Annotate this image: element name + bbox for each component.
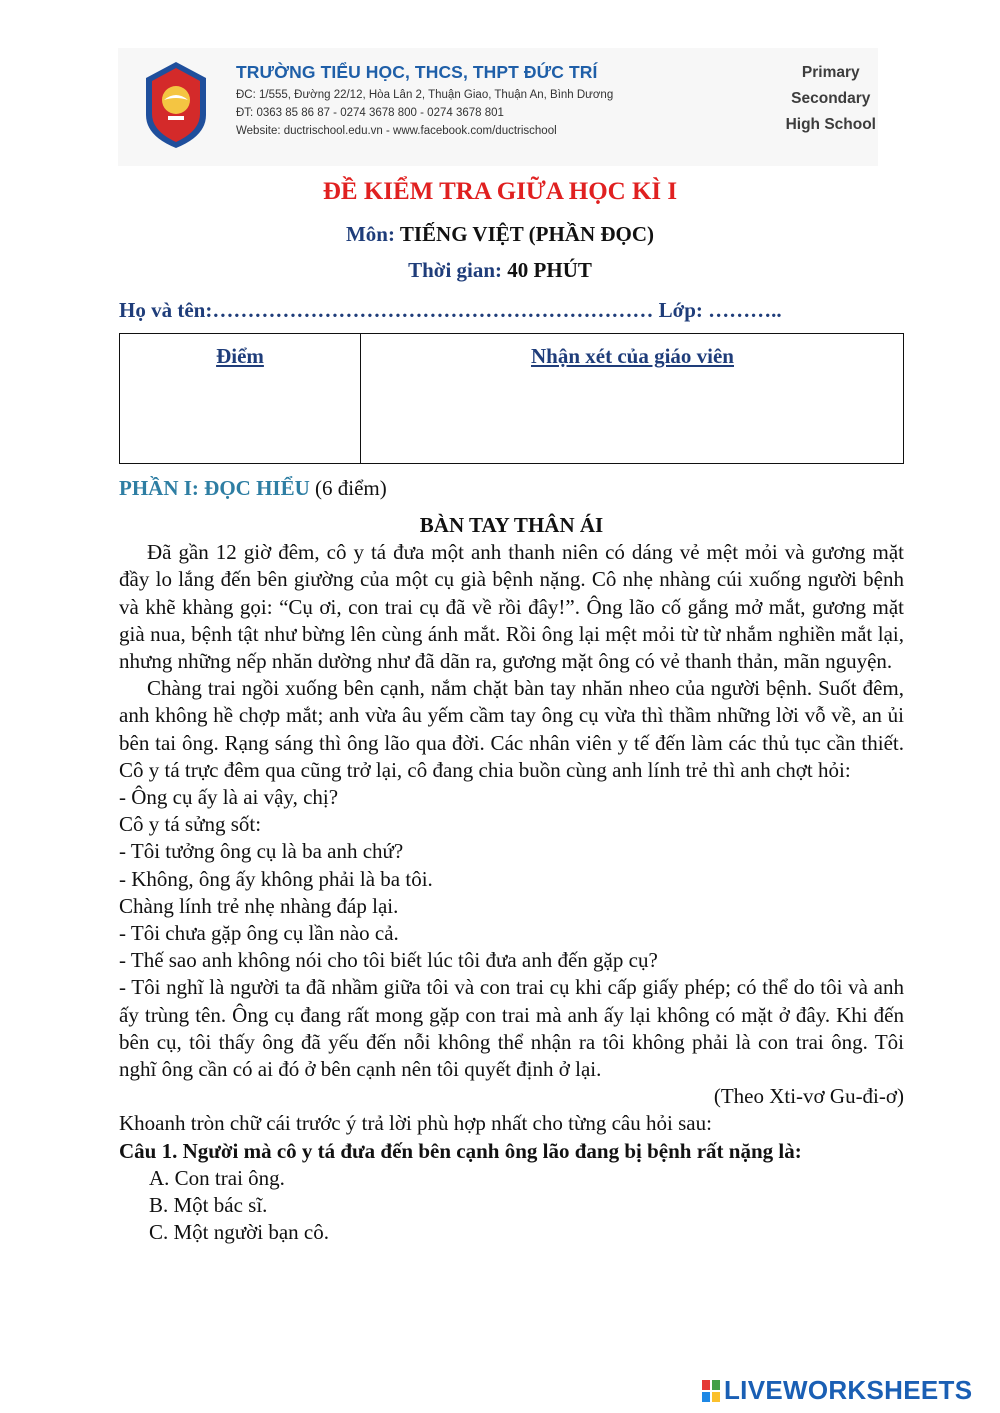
time-line [0, 258, 1000, 283]
teacher-comment-header: Nhận xét của giáo viên [530, 344, 734, 368]
school-address: ĐC: 1/555, Đường 22/12, Hòa Lân 2, Thuận Giao, Thuận An, Bình Dương [236, 89, 614, 101]
dialogue-line: - Tôi tưởng ông cụ là ba anh chứ? [119, 839, 404, 864]
liveworksheets-logo [702, 1375, 972, 1406]
dialogue-line: - Không, ông ấy không phải là ba tôi. [119, 866, 433, 891]
dialogue-line: - Tôi chưa gặp ông cụ lần nào cả. [119, 921, 399, 946]
dialogue-line: - Thế sao anh không nói cho tôi biết lúc tôi đưa anh đến gặp cụ? [119, 948, 658, 973]
exam-title: ĐỀ KIỂM TRA GIỮA HỌC KÌ I [322, 178, 678, 205]
score-header: Điểm [216, 344, 264, 368]
school-website: Website: ductrischool.edu.vn - www.facebook.com/ductrischool [236, 125, 557, 137]
dialogue-line: Chàng lính trẻ nhẹ nhàng đáp lại. [119, 893, 399, 918]
subject-line [0, 222, 1000, 247]
school-name: TRƯỜNG TIỂU HỌC, THCS, THPT ĐỨC TRÍ [236, 62, 598, 82]
time-label: Thời gian: [408, 258, 503, 282]
section-points: (6 điểm) [315, 476, 387, 500]
subject-value: TIẾNG VIỆT (PHẦN ĐỌC) [399, 222, 655, 246]
section-heading [119, 476, 387, 501]
story-paragraph-3: - Tôi nghĩ là người ta đã nhầm giữa tôi và con trai cụ khi cấp giấy phép; có thể do tôi và anh ấy trùng tên. Ông cụ đang rất mong gặp con trai mà anh ấy lại không có mặt ở đây. Khi đến bên cụ, tôi thấy ông đã yếu đến nỗi không thể nhận ra tôi không phải là con trai ông. Tôi nghĩ ông cần có ai đó ở bên cạnh nên tôi quyết định ở lại. [119, 975, 904, 1082]
school-logo [142, 60, 210, 150]
subject-label: Môn: [345, 222, 395, 246]
time-value: 40 PHÚT [507, 258, 592, 282]
section-title: PHẦN I: ĐỌC HIỂU [119, 476, 310, 500]
reading-passage [119, 512, 904, 1246]
level-primary: Primary [801, 64, 860, 81]
liveworksheets-badge-icon [702, 1378, 720, 1400]
instructions: Khoanh tròn chữ cái trước ý trả lời phù hợp nhất cho từng câu hỏi sau: [119, 1111, 712, 1136]
score-table [119, 333, 904, 464]
liveworksheets-brand: LIVEWORKSHEETS [724, 1375, 973, 1405]
school-phone: ĐT: 0363 85 86 87 - 0274 3678 800 - 0274 3678 801 [236, 107, 504, 119]
question-1-title: Câu 1. Người mà cô y tá đưa đến bên cạnh ông lão đang bị bệnh rất nặng là: [119, 1138, 802, 1163]
dialogue-line: - Ông cụ ấy là ai vậy, chị? [119, 785, 339, 810]
dialogue-line: Cô y tá sửng sốt: [119, 812, 262, 837]
story-paragraph-2: Chàng trai ngồi xuống bên cạnh, nắm chặt bàn tay nhăn nheo của người bệnh. Suốt đêm, anh không hề chợp mắt; anh vừa âu yếm cầm tay ông cụ vừa thì thầm những lời vỗ về, an ủi bên tai ông. Rạng sáng thì ông lão qua đời. Các nhân viên y tế đến làm các thủ tục cần thiết. Cô y tá trực đêm qua cũng trở lại, cô đang chia buồn cùng anh lính trẻ thì anh chợt hỏi: [119, 676, 904, 782]
level-secondary: Secondary [791, 90, 871, 107]
school-levels [786, 60, 876, 138]
level-high-school: High School [785, 116, 876, 133]
question-1-option-b[interactable]: B. Một bác sĩ. [149, 1193, 268, 1218]
student-name-line: Họ và tên:……………………………………………………… Lớp: ……….. [119, 298, 782, 322]
story-title: BÀN TAY THÂN ÁI [419, 513, 604, 537]
story-source: (Theo Xti-vơ Gu-đi-ơ) [713, 1084, 904, 1109]
school-header [118, 48, 878, 166]
question-1-option-c[interactable]: C. Một người bạn cô. [149, 1220, 329, 1245]
story-paragraph-1: Đã gần 12 giờ đêm, cô y tá đưa một anh thanh niên có dáng vẻ mệt mỏi và gương mặt đầy lo lắng đến bên giường của một cụ già bệnh nặng. Cô nhẹ nhàng cúi xuống người bệnh và khẽ khàng gọi: “Cụ ơi, con trai cụ đã về rồi đây!”. Ông lão cố gắng mở mắt, gương mặt già nua, bệnh tật như bừng lên cùng ánh mắt. Rồi ông lại mệt mỏi từ từ nhắm nghiền mắt lại, nhưng những nếp nhăn dường như đã dãn ra, gương mặt ông có vẻ thanh thản, mãn nguyện. [119, 540, 904, 674]
question-1-option-a[interactable]: A. Con trai ông. [149, 1165, 285, 1190]
